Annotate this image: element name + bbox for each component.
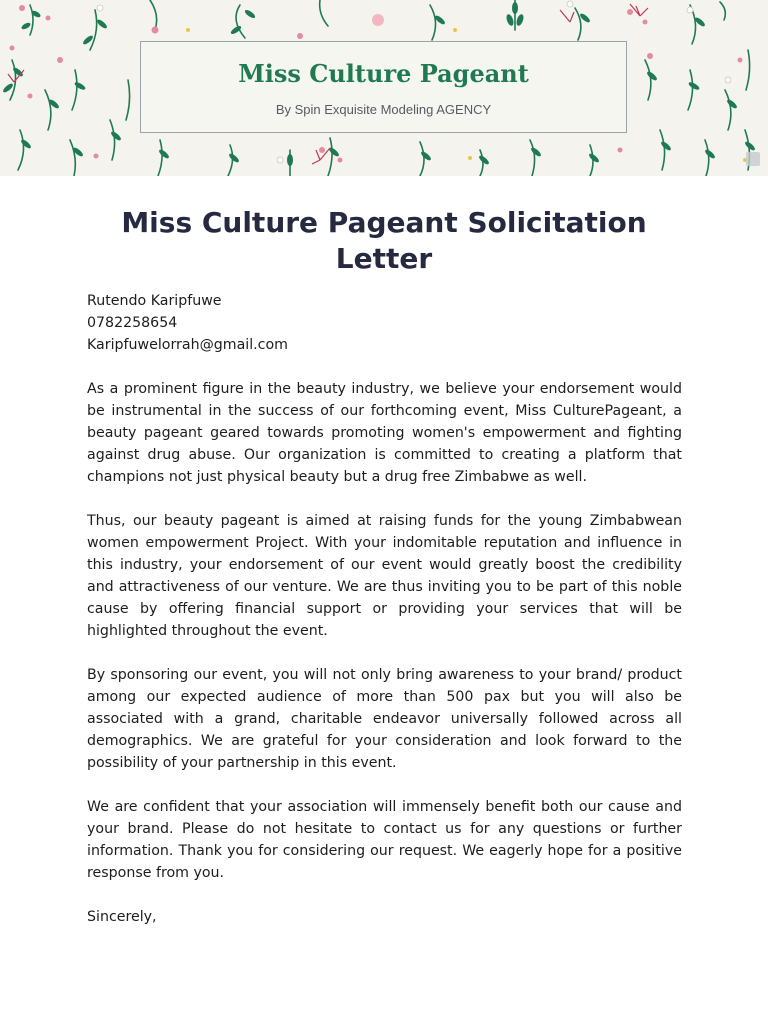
header-banner [0,0,768,176]
letter-body [87,290,682,928]
expand-icon[interactable] [746,152,760,166]
paragraph: By sponsoring our event, you will not only bring awareness to your brand/ product among our expected audience of more than 500 pax but you will also be associated with a grand, charitable endeavor universally followed across all demographics. We are grateful for your consideration and look forward to the possibility of your partnership in this event. [87,667,682,771]
contact-block [87,290,682,356]
contact-email: Karipfuwelorrah@gmail.com [87,337,288,353]
paragraph: We are confident that your association will immensely benefit both our cause and your brand. Please do not hesitate to contact us for any questions or further information. Thank you for considering our request. We eagerly hope for a positive response from you. [87,799,682,881]
closing: Sincerely, [87,909,157,925]
banner-card [140,41,627,133]
banner-subtitle: By Spin Exquisite Modeling AGENCY [275,102,492,117]
contact-phone: 0782258654 [87,315,178,331]
paragraph: Thus, our beauty pageant is aimed at raising funds for the young Zimbabwean women empowerment Project. With your indomitable reputation and influence in this industry, your endorsement of our event would greatly boost the credibility and attractiveness of our venture. We are thus inviting you to be part of this noble cause by offering financial support or providing your services that will be highlighted throughout the event. [87,513,682,639]
banner-title: Miss Culture Pageant [238,59,529,88]
paragraph: As a prominent figure in the beauty industry, we believe your endorsement would be instrumental in the success of our forthcoming event, Miss CulturePageant, a beauty pageant geared towards promoting women's empowerment and fighting against drug abuse. Our organization is committed to creating a platform that champions not just physical beauty but a drug free Zimbabwe as well. [87,381,682,485]
document-title: Miss Culture Pageant Solicitation Letter [121,206,647,275]
contact-name: Rutendo Karipfuwe [87,293,222,309]
